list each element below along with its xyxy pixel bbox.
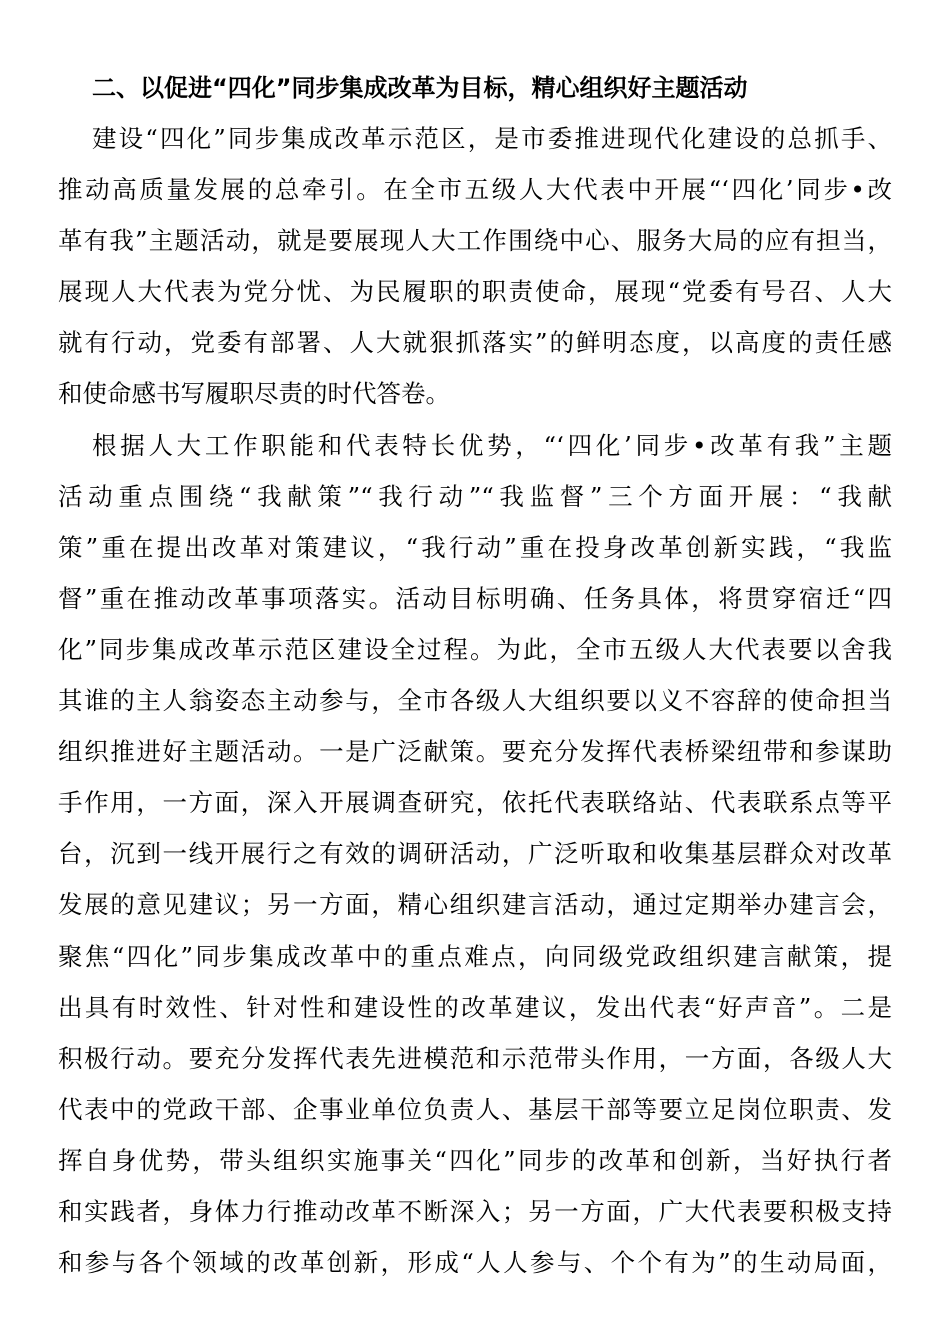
paragraph-1-line-6: 和使命感书写履职尽责的时代答卷。	[58, 379, 450, 409]
paragraph-1-line-5: 就有行动，党委有部署、人大就狠抓落实”的鲜明态度，以高度的责任感	[58, 328, 892, 358]
paragraph-2-line-13: 积极行动。要充分发挥代表先进模范和示范带头作用，一方面，各级人大	[58, 1043, 892, 1073]
paragraph-1-line-3: 革有我”主题活动，就是要展现人大工作围绕中心、服务大局的应有担当，	[58, 226, 892, 256]
paragraph-2-line-3: 策”重在提出改革对策建议，“我行动”重在投身改革创新实践，“我监	[58, 532, 892, 562]
section-heading: 二、以促进“四化”同步集成改革为目标，精心组织好主题活动	[92, 74, 748, 102]
paragraph-1-line-1: 建设“四化”同步集成改革示范区，是市委推进现代化建设的总抓手、	[92, 124, 892, 153]
paragraph-2-line-1: 根据人大工作职能和代表特长优势，“‘四化’同步•改革有我”主题	[92, 430, 892, 460]
paragraph-2-line-2: 活动重点围绕“我献策”“我行动”“我监督”三个方面开展：“我献	[58, 481, 892, 511]
paragraph-2-line-10: 发展的意见建议；另一方面，精心组织建言活动，通过定期举办建言会，	[58, 890, 892, 920]
paragraph-2-line-16: 和实践者，身体力行推动改革不断深入；另一方面，广大代表要积极支持	[58, 1196, 892, 1226]
paragraph-1-line-4: 展现人大代表为党分忧、为民履职的职责使命，展现“党委有号召、人大	[58, 277, 892, 307]
paragraph-2-line-6: 其谁的主人翁姿态主动参与，全市各级人大组织要以义不容辞的使命担当	[58, 686, 892, 716]
paragraph-2-line-12: 出具有时效性、针对性和建设性的改革建议，发出代表“好声音”。二是	[58, 992, 892, 1022]
paragraph-2-line-5: 化”同步集成改革示范区建设全过程。为此，全市五级人大代表要以舍我	[58, 634, 892, 664]
paragraph-2-line-8: 手作用，一方面，深入开展调查研究，依托代表联络站、代表联系点等平	[58, 788, 892, 818]
paragraph-2-line-7: 组织推进好主题活动。一是广泛献策。要充分发挥代表桥梁纽带和参谋助	[58, 737, 892, 767]
paragraph-2-line-14: 代表中的党政干部、企事业单位负责人、基层干部等要立足岗位职责、发	[58, 1094, 892, 1124]
paragraph-2-line-9: 台，沉到一线开展行之有效的调研活动，广泛听取和收集基层群众对改革	[58, 839, 892, 869]
paragraph-2-line-4: 督”重在推动改革事项落实。活动目标明确、任务具体，将贯穿宿迁“四	[58, 583, 892, 613]
paragraph-2-line-11: 聚焦“四化”同步集成改革中的重点难点，向同级党政组织建言献策，提	[58, 941, 892, 971]
paragraph-2-line-17: 和参与各个领域的改革创新，形成“人人参与、个个有为”的生动局面，	[58, 1248, 892, 1278]
document-body	[58, 113, 892, 1288]
paragraph-2-line-15: 挥自身优势，带头组织实施事关“四化”同步的改革和创新，当好执行者	[58, 1145, 892, 1175]
paragraph-1-line-2: 推动高质量发展的总牵引。在全市五级人大代表中开展“‘四化’同步•改	[58, 175, 892, 205]
